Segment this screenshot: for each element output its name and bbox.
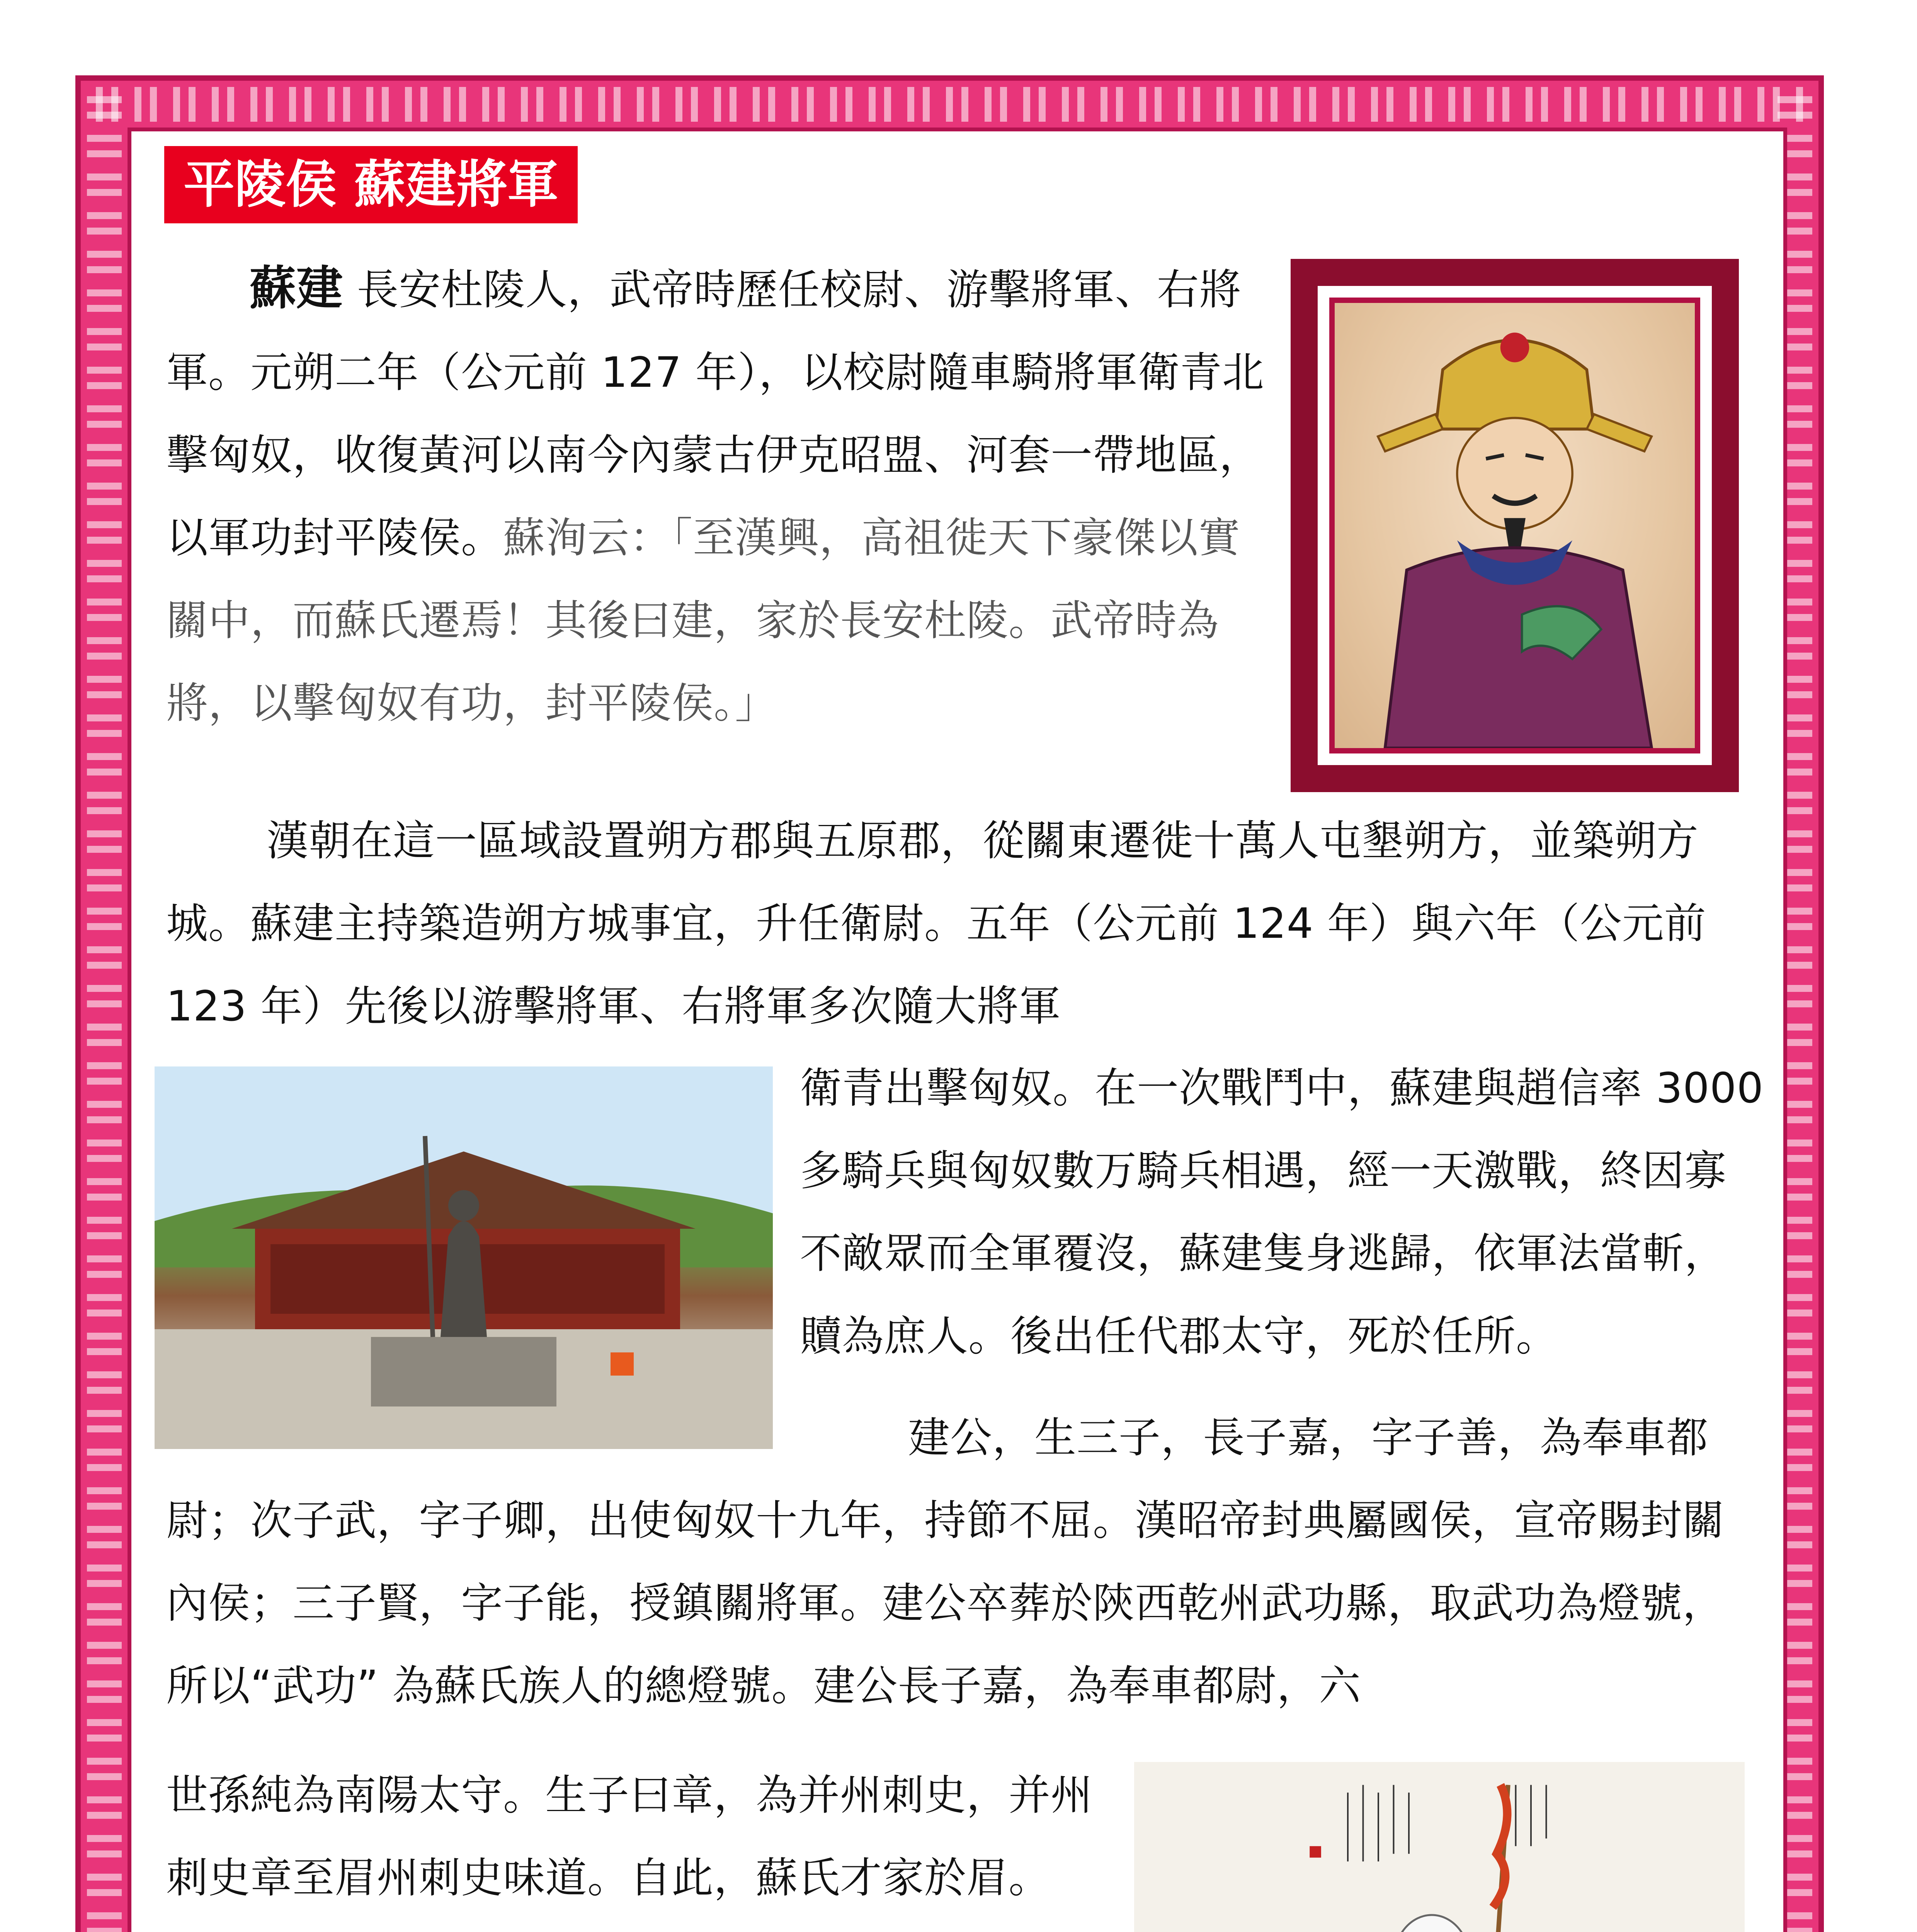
painting-illustration	[1134, 1762, 1745, 1932]
border-pattern-left	[87, 89, 122, 1932]
paragraph-shuofang-text: 漢朝在這一區域設置朔方郡與五原郡，從關東遷徙十萬人屯墾朔方，並築朔方城。蘇建主持築造朔方城事宜，升任衛尉。五年（公元前 124 年）與六年（公元前 123 年）先後以游擊將軍、右將軍多次隨大將軍	[166, 817, 1706, 1031]
statue-photo-illustration	[155, 1066, 773, 1449]
intro-paragraph	[166, 247, 1271, 745]
page-title: 平陵侯 蘇建將軍	[164, 146, 578, 223]
statue-in-front-of-hall	[155, 1066, 773, 1449]
portrait-of-su-jian	[1329, 298, 1700, 753]
paragraph-sons-text: 建公，生三子，長子嘉，字子善，為奉車都尉；次子武，字子卿，出使匈奴十九年，持節不屈。漢昭帝封典屬國侯，宣帝賜封關內侯；三子賢，字子能，授鎮關將軍。建公卒葬於陝西乾州武功縣，取武功為燈號，所以“武功” 為蘇氏族人的總燈號。建公長子嘉，為奉車都尉，六	[166, 1414, 1725, 1710]
name-su-jian: 蘇建	[250, 262, 343, 315]
su-wu-herding-sheep-painting	[1134, 1762, 1745, 1932]
portrait-frame	[1291, 259, 1739, 792]
intro-text: 長安杜陵人，武帝時歷任校尉、游擊將軍、右將軍。元朔二年（公元前 127 年），以校尉隨車騎將軍衛青北擊匈奴，收復黃河以南今內蒙古伊克昭盟、河套一帶地區，以軍功封平陵侯。	[166, 266, 1264, 562]
paragraph-sons	[166, 1397, 1762, 1728]
paragraph-meizhou: 世孫純為南陽太守。生子曰章，為并州刺史，并州刺史章至眉州刺史味道。自此，蘇氏才家於眉。	[166, 1771, 1093, 1902]
paragraph-battle: 衛青出擊匈奴。在一次戰鬥中，蘇建與趙信率 3000 多騎兵與匈奴數万騎兵相遇，經一天激戰，終因寡不敵眾而全軍覆沒，蘇建隻身逃歸，依軍法當斬，贖為庶人。後出任代郡太守，死於任所。	[800, 1064, 1764, 1361]
paragraph-shuofang	[166, 800, 1762, 1048]
border-pattern-top	[89, 87, 1810, 122]
portrait-illustration	[1335, 303, 1695, 748]
portrait-mat	[1318, 286, 1712, 765]
su-xun-quote: 蘇洵云：「至漢興，高祖徙天下豪傑以實關中，而蘇氏遷焉！其後曰建，家於長安杜陵。武帝時為將，以擊匈奴有功，封平陵侯。」	[166, 514, 1241, 728]
